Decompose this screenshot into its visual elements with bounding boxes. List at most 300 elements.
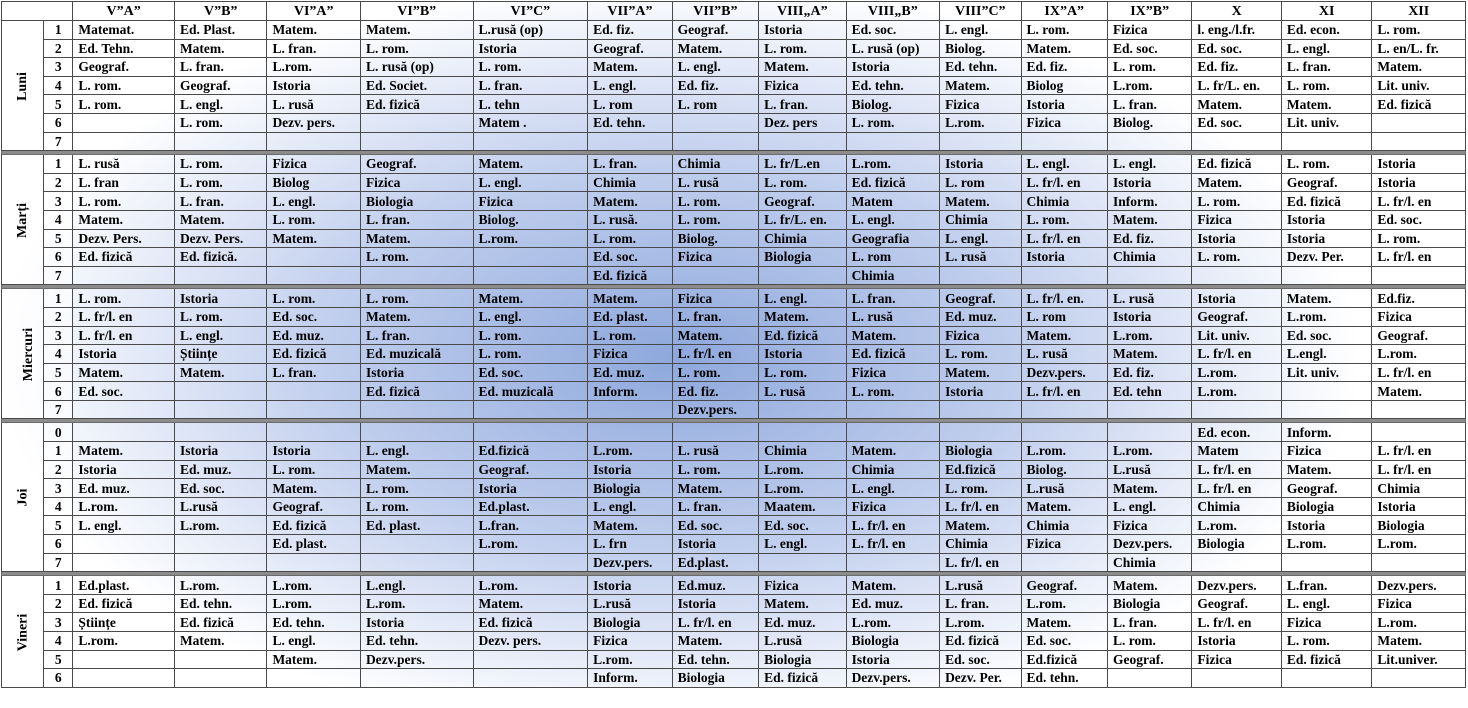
table-row (2, 173, 1466, 192)
class-header: V”A” (73, 2, 175, 21)
subject-cell: Ed. fizică (73, 248, 175, 267)
subject-cell: L.rom. (174, 576, 267, 595)
subject-cell: Ed. soc. (473, 363, 588, 382)
subject-cell: L. fran. (360, 210, 473, 229)
subject-cell: L.rom. (360, 594, 473, 613)
subject-cell: Ed. plast. (360, 516, 473, 535)
subject-cell (73, 650, 175, 669)
subject-cell: Ed.muz. (672, 576, 758, 595)
class-header: VI”B” (360, 2, 473, 21)
table-row (2, 497, 1466, 516)
subject-cell (267, 423, 361, 442)
table-row (2, 76, 1466, 95)
subject-cell: Fizica (846, 363, 940, 382)
subject-cell: Geograf. (940, 289, 1021, 308)
subject-cell: Geograf. (1107, 650, 1191, 669)
subject-cell: Ed. soc. (73, 382, 175, 401)
table-row (2, 326, 1466, 345)
subject-cell: Ed. soc. (759, 516, 846, 535)
subject-cell (360, 535, 473, 554)
subject-cell: L. engl. (360, 442, 473, 461)
subject-cell: Istoria (846, 58, 940, 77)
subject-cell: Dezv.pers. (1372, 576, 1466, 595)
subject-cell (174, 650, 267, 669)
subject-cell: Ed. muzicală (473, 382, 588, 401)
subject-cell (588, 400, 672, 419)
subject-cell: Fizica (360, 173, 473, 192)
subject-cell: L.rom. (1372, 613, 1466, 632)
subject-cell: Matem. (940, 516, 1021, 535)
subject-cell: Istoria (1107, 307, 1191, 326)
subject-cell: Dezv.pers. (1021, 363, 1107, 382)
subject-cell: Dezv. Per. (1281, 248, 1371, 267)
subject-cell: Ed.plast. (73, 576, 175, 595)
subject-cell: L. rom. (267, 289, 361, 308)
subject-cell: L. rom. (759, 173, 846, 192)
lesson-number: 1 (44, 289, 73, 308)
subject-cell: L. engl. (267, 632, 361, 651)
subject-cell: Matem. (1192, 173, 1281, 192)
subject-cell: Fizica (588, 632, 672, 651)
subject-cell: Matem. (588, 289, 672, 308)
subject-cell: L. rom. (360, 248, 473, 267)
subject-cell: L.rom. (1281, 307, 1371, 326)
subject-cell: L. rusă (672, 442, 758, 461)
subject-cell: Maatem. (759, 497, 846, 516)
subject-cell: Matem . (473, 113, 588, 132)
subject-cell: L. rom. (360, 289, 473, 308)
day-name: Vineri (15, 613, 31, 651)
lesson-number: 2 (44, 39, 73, 58)
subject-cell: Matem. (1192, 95, 1281, 114)
subject-cell: Matem. (1107, 210, 1191, 229)
subject-cell: Geograf. (1021, 576, 1107, 595)
subject-cell (360, 553, 473, 572)
subject-cell: Dezv.pers. (588, 553, 672, 572)
subject-cell: Matem. (473, 594, 588, 613)
table-row (2, 132, 1466, 151)
subject-cell: Ed. soc. (588, 248, 672, 267)
class-header: VIII„B” (846, 2, 940, 21)
subject-cell: Ed. fizică (360, 95, 473, 114)
subject-cell: Istoria (73, 345, 175, 364)
subject-cell (73, 400, 175, 419)
table-row (2, 210, 1466, 229)
subject-cell: L. rom. (672, 460, 758, 479)
subject-cell: L. fran. (174, 192, 267, 211)
subject-cell: Istoria (1021, 95, 1107, 114)
subject-cell: L. fran. (846, 289, 940, 308)
table-row (2, 363, 1466, 382)
lesson-number: 3 (44, 192, 73, 211)
table-row (2, 155, 1466, 174)
subject-cell: Istoria (1372, 173, 1466, 192)
subject-cell: Ed. soc. (1107, 39, 1191, 58)
subject-cell (1107, 400, 1191, 419)
subject-cell (672, 132, 758, 151)
subject-cell: L.fran. (473, 516, 588, 535)
subject-cell: Matem. (672, 39, 758, 58)
subject-cell: L. fr/l. en (1372, 442, 1466, 461)
subject-cell: Matem. (267, 479, 361, 498)
subject-cell: Istoria (174, 289, 267, 308)
subject-cell: L.rom. (588, 442, 672, 461)
subject-cell: L. engl. (473, 173, 588, 192)
subject-cell: Inform. (588, 382, 672, 401)
subject-cell: Istoria (672, 594, 758, 613)
class-header: X (1192, 2, 1281, 21)
subject-cell: L. rom. (1021, 210, 1107, 229)
subject-cell (473, 423, 588, 442)
subject-cell: L. tehn (473, 95, 588, 114)
subject-cell: L. rom. (473, 326, 588, 345)
subject-cell: Geograf. (1281, 173, 1371, 192)
subject-cell: L. fr/l. en (1192, 460, 1281, 479)
subject-cell: L. rom. (759, 363, 846, 382)
subject-cell: Istoria (588, 460, 672, 479)
subject-cell: Istoria (940, 382, 1021, 401)
subject-cell: Biologia (759, 248, 846, 267)
subject-cell: Biologia (759, 650, 846, 669)
subject-cell: Matem. (588, 516, 672, 535)
subject-cell: L.fran. (1281, 576, 1371, 595)
lesson-number: 1 (44, 155, 73, 174)
subject-cell (759, 400, 846, 419)
subject-cell (759, 266, 846, 285)
subject-cell (1021, 400, 1107, 419)
table-row (2, 229, 1466, 248)
subject-cell: Ed. muz. (846, 594, 940, 613)
subject-cell: L. rusă (672, 173, 758, 192)
subject-cell: L.rom. (1107, 442, 1191, 461)
subject-cell (1021, 553, 1107, 572)
subject-cell: Ed. fizică (759, 669, 846, 688)
subject-cell: Fizica (672, 289, 758, 308)
subject-cell: Matem. (672, 632, 758, 651)
subject-cell (360, 266, 473, 285)
subject-cell: Fizica (1281, 442, 1371, 461)
subject-cell: L. rom. (174, 173, 267, 192)
subject-cell: Biolog (1021, 76, 1107, 95)
subject-cell: L.rom. (759, 460, 846, 479)
subject-cell: L. rusă (73, 155, 175, 174)
subject-cell: L. fr/L.en (759, 155, 846, 174)
subject-cell: Matem. (759, 58, 846, 77)
subject-cell: Ed. tehn. (1021, 669, 1107, 688)
subject-cell: Dezv.pers. (1192, 576, 1281, 595)
subject-cell: Biolog. (940, 39, 1021, 58)
subject-cell: Matem. (1281, 460, 1371, 479)
subject-cell: Dez. pers (759, 113, 846, 132)
subject-cell: L.rom. (1107, 76, 1191, 95)
subject-cell: L. fr/l. en (846, 535, 940, 554)
table-row (2, 650, 1466, 669)
table-row (2, 382, 1466, 401)
subject-cell (267, 669, 361, 688)
subject-cell: L.rom. (473, 535, 588, 554)
subject-cell: L. fran. (1107, 613, 1191, 632)
subject-cell: L. fr/l. en (1192, 345, 1281, 364)
lesson-number: 3 (44, 479, 73, 498)
subject-cell: L. rom. (588, 229, 672, 248)
subject-cell: Matem. (1107, 479, 1191, 498)
subject-cell: Ed. muz. (940, 307, 1021, 326)
table-row (2, 95, 1466, 114)
subject-cell: L. engl. (672, 58, 758, 77)
lesson-number: 7 (44, 132, 73, 151)
subject-cell: L. rusă (1107, 289, 1191, 308)
subject-cell: L.rusă (1021, 479, 1107, 498)
subject-cell: Fizica (672, 248, 758, 267)
subject-cell (473, 669, 588, 688)
subject-cell: Geograf. (759, 192, 846, 211)
subject-cell: Ed. fizică (267, 516, 361, 535)
subject-cell: Ed. tehn. (940, 58, 1021, 77)
subject-cell: Ed. fiz. (672, 382, 758, 401)
subject-cell: Ed. fizică (1372, 95, 1466, 114)
subject-cell: Chimia (940, 210, 1021, 229)
lesson-number: 2 (44, 173, 73, 192)
subject-cell (1192, 400, 1281, 419)
subject-cell (672, 266, 758, 285)
subject-cell: L.rom. (1021, 442, 1107, 461)
subject-cell: L. engl. (846, 479, 940, 498)
subject-cell: Matem. (1021, 326, 1107, 345)
subject-cell: Fizica (759, 76, 846, 95)
class-header: VII”A” (588, 2, 672, 21)
lesson-number: 7 (44, 553, 73, 572)
subject-cell: Matem. (73, 210, 175, 229)
subject-cell: Biolog. (473, 210, 588, 229)
subject-cell: L. rom (1021, 307, 1107, 326)
day-label (2, 21, 44, 151)
subject-cell: Chimia (1021, 516, 1107, 535)
table-row (2, 345, 1466, 364)
subject-cell: L. rom. (174, 113, 267, 132)
lesson-number: 4 (44, 497, 73, 516)
subject-cell: L. rom. (73, 289, 175, 308)
table-row (2, 113, 1466, 132)
subject-cell: Fizica (267, 155, 361, 174)
subject-cell: Ed. plast. (267, 535, 361, 554)
subject-cell: Ed. fiz. (672, 76, 758, 95)
subject-cell: Ed.plast. (473, 497, 588, 516)
subject-cell: L. engl. (1281, 39, 1371, 58)
subject-cell: Matem. (672, 479, 758, 498)
subject-cell: Ed.plast. (672, 553, 758, 572)
subject-cell: L.rom. (1281, 535, 1371, 554)
subject-cell: L. rom. (846, 113, 940, 132)
subject-cell: L.rom. (1372, 345, 1466, 364)
subject-cell: L.rom. (1021, 594, 1107, 613)
table-row (2, 479, 1466, 498)
subject-cell: L. rom. (759, 39, 846, 58)
subject-cell: L. engl. (588, 497, 672, 516)
subject-cell: Matem (846, 192, 940, 211)
subject-cell: Matem. (1107, 576, 1191, 595)
subject-cell: Matem. (73, 442, 175, 461)
subject-cell: Matem. (174, 210, 267, 229)
subject-cell: Ed. fizică (940, 632, 1021, 651)
subject-cell: Istoria (1107, 173, 1191, 192)
subject-cell: Ed. fiz. (1107, 363, 1191, 382)
header-row (2, 2, 1466, 21)
subject-cell: Fizica (1107, 516, 1191, 535)
table-row (2, 289, 1466, 308)
subject-cell: Ed. Societ. (360, 76, 473, 95)
class-header: XI (1281, 2, 1371, 21)
subject-cell (588, 423, 672, 442)
subject-cell: Geograf. (588, 39, 672, 58)
subject-cell (174, 266, 267, 285)
subject-cell (174, 132, 267, 151)
subject-cell: Fizica (940, 95, 1021, 114)
subject-cell: Biolog. (1021, 460, 1107, 479)
subject-cell: Fizica (940, 326, 1021, 345)
subject-cell (1107, 669, 1191, 688)
subject-cell: L. rom. (1192, 192, 1281, 211)
subject-cell (473, 132, 588, 151)
subject-cell: Istoria (473, 479, 588, 498)
subject-cell: L. fran. (267, 39, 361, 58)
subject-cell: Ed. soc. (267, 307, 361, 326)
subject-cell: Fizica (1192, 210, 1281, 229)
table-row (2, 535, 1466, 554)
subject-cell: Geograf. (174, 76, 267, 95)
subject-cell: L. rom. (1372, 21, 1466, 40)
subject-cell: Fizica (1021, 113, 1107, 132)
subject-cell: L.engl. (360, 576, 473, 595)
subject-cell: Istoria (1281, 210, 1371, 229)
subject-cell: Matem. (73, 363, 175, 382)
subject-cell: L.rom. (846, 613, 940, 632)
subject-cell (759, 553, 846, 572)
subject-cell (73, 553, 175, 572)
subject-cell: Ed. fizică (1192, 155, 1281, 174)
table-row (2, 460, 1466, 479)
subject-cell: Biologia (940, 442, 1021, 461)
subject-cell: Geograf. (473, 460, 588, 479)
subject-cell: Ed. soc. (174, 479, 267, 498)
subject-cell: Ed. Plast. (174, 21, 267, 40)
subject-cell: L. rusă (1021, 345, 1107, 364)
lesson-number: 7 (44, 266, 73, 285)
subject-cell: L. rom. (360, 497, 473, 516)
subject-cell: Ed. fizică (1281, 192, 1371, 211)
subject-cell: Ed.fizică (1021, 650, 1107, 669)
subject-cell: L. rom (940, 173, 1021, 192)
subject-cell: L. frn (588, 535, 672, 554)
subject-cell: Ed. fizică (473, 613, 588, 632)
subject-cell: L.rom. (940, 613, 1021, 632)
subject-cell: Chimia (588, 173, 672, 192)
subject-cell: Chimia (1372, 479, 1466, 498)
subject-cell: Ed. plast. (588, 307, 672, 326)
subject-cell: Ed. tehn. (174, 594, 267, 613)
subject-cell: Matem. (759, 307, 846, 326)
subject-cell: l. eng./l.fr. (1192, 21, 1281, 40)
subject-cell: L. fr/l. en (73, 307, 175, 326)
subject-cell (267, 248, 361, 267)
subject-cell: Fizica (1021, 535, 1107, 554)
subject-cell: Geograf. (1192, 594, 1281, 613)
subject-cell: Istoria (1281, 516, 1371, 535)
subject-cell (1281, 132, 1371, 151)
subject-cell: Ed. muz. (267, 326, 361, 345)
subject-cell: Istoria (940, 155, 1021, 174)
subject-cell: Matem. (1372, 58, 1466, 77)
subject-cell: L. engl. (267, 192, 361, 211)
subject-cell: L. rom (846, 248, 940, 267)
subject-cell (174, 535, 267, 554)
subject-cell (1107, 423, 1191, 442)
subject-cell: Istoria (846, 650, 940, 669)
subject-cell: Fizica (1372, 307, 1466, 326)
subject-cell: L.rom. (1192, 382, 1281, 401)
subject-cell: Biologia (672, 669, 758, 688)
subject-cell: Biologia (588, 613, 672, 632)
subject-cell (1192, 669, 1281, 688)
subject-cell: Matem. (1021, 39, 1107, 58)
day-label (2, 423, 44, 572)
subject-cell: Chimia (672, 155, 758, 174)
subject-cell: Matem. (473, 155, 588, 174)
subject-cell: L. fr/l. en (1021, 229, 1107, 248)
subject-cell: Matem. (360, 460, 473, 479)
subject-cell: Istoria (1281, 229, 1371, 248)
subject-cell: Inform. (1281, 423, 1371, 442)
subject-cell: L. rom. (672, 210, 758, 229)
subject-cell: L. rom. (846, 382, 940, 401)
subject-cell: Istoria (1372, 497, 1466, 516)
subject-cell: Chimia (846, 266, 940, 285)
subject-cell (473, 266, 588, 285)
subject-cell: L.rusă (940, 576, 1021, 595)
subject-cell: Lit. univ. (1372, 76, 1466, 95)
subject-cell: Ed. fizică. (174, 248, 267, 267)
subject-cell: Ed. tehn (1107, 382, 1191, 401)
subject-cell (174, 553, 267, 572)
subject-cell (1192, 553, 1281, 572)
subject-cell: L. rom. (360, 479, 473, 498)
subject-cell (1372, 132, 1466, 151)
subject-cell: Ed. tehn. (588, 113, 672, 132)
subject-cell: L. rom. (1281, 155, 1371, 174)
subject-cell: L. fran. (267, 363, 361, 382)
subject-cell: Istoria (1192, 229, 1281, 248)
subject-cell (360, 400, 473, 419)
day-name: Marți (15, 202, 31, 238)
subject-cell: L. fran. (759, 95, 846, 114)
subject-cell: Matem. (360, 307, 473, 326)
subject-cell: Biologia (360, 192, 473, 211)
subject-cell: L. rom. (73, 192, 175, 211)
subject-cell (73, 669, 175, 688)
subject-cell: Ed. tehn. (672, 650, 758, 669)
subject-cell: Fizica (1107, 21, 1191, 40)
subject-cell: L.rusă (174, 497, 267, 516)
day-label (2, 576, 44, 688)
subject-cell: Istoria (73, 460, 175, 479)
class-header: VI”A” (267, 2, 361, 21)
subject-cell: Inform. (588, 669, 672, 688)
table-row (2, 58, 1466, 77)
subject-cell: Fizica (1281, 613, 1371, 632)
subject-cell: L. engl. (1107, 497, 1191, 516)
subject-cell: Ed. muz. (588, 363, 672, 382)
class-header: IX”B” (1107, 2, 1191, 21)
subject-cell (473, 248, 588, 267)
